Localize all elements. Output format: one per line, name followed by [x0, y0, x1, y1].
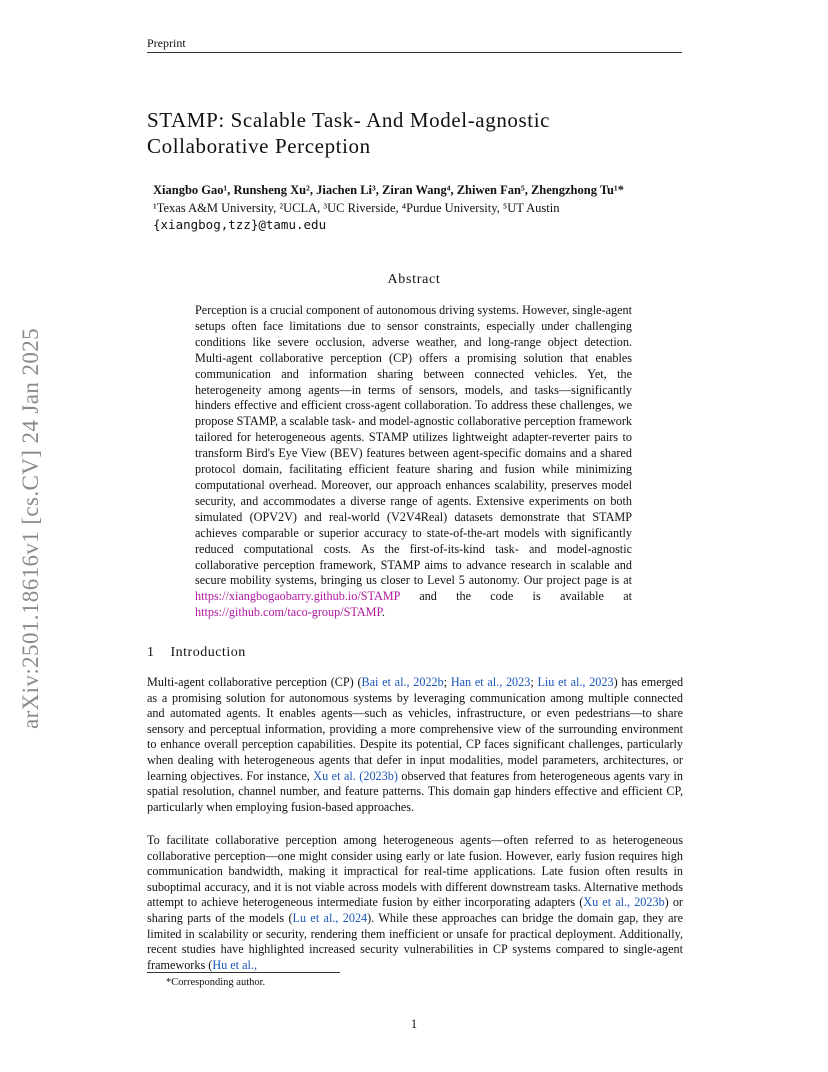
paragraph-text: ). While these approaches can bridge the domain gap, they are limited in scalability or security, rendering them inefficient or unsafe for practical deployment. Additionally, recent studies have highlighted increased security vulnerabilities in CP systems compared to single-agent frameworks (: [147, 910, 683, 972]
paper-title-line-2: Collaborative Perception: [147, 134, 371, 158]
code-link[interactable]: https://github.com/taco-group/STAMP: [195, 605, 382, 620]
footnote: *Corresponding author.: [166, 977, 266, 988]
abstract-heading: Abstract: [387, 272, 441, 287]
abstract-body: [195, 303, 632, 621]
abstract-text: Perception is a crucial component of autonomous driving systems. However, single-agent setups often face limitations due to sensor constraints, especially under challenging conditions like severe occlusion, adverse weather, and long-range object detection. Multi-agent collaborative perception (CP) offers a promising solution that enables communication and information sharing between connected vehicles. Yet, the heterogeneity among agents—in terms of sensors, models, and tasks—significantly hinders effective and efficient cross-agent collaboration. To address these challenges, we propose STAMP, a scalable task- and model-agnostic collaborative perception framework tailored for heterogeneous agents. STAMP utilizes lightweight adapter-reverter pairs to transform Bird's Eye View (BEV) features between agent-specific domains and a shared protocol domain, facilitating efficient feature sharing and fusion while minimizing computational overhead. Moreover, our approach enhances scalability, preserves model security, and accommodates a diverse range of agents. Extensive experiments on both simulated (OPV2V) and real-world (V2V4Real) datasets demonstrate that STAMP achieves comparable or superior accuracy to state-of-the-art models with significantly reduced computational costs. As the first-of-its-kind task- and model-agnostic collaborative perception framework, STAMP aims to advance research in scalable and secure mobility systems, bringing us closer to Level 5 autonomy. Our project page is at: [195, 303, 632, 588]
contact-email[interactable]: {xiangbog,tzz}@tamu.edu: [153, 217, 327, 232]
intro-paragraph-2: [147, 833, 683, 973]
paragraph-text: ;: [530, 675, 538, 689]
abstract-end-text: .: [381, 605, 385, 620]
affiliations: ¹Texas A&M University, ²UCLA, ³UC Riverside, ⁴Purdue University, ⁵UT Austin: [153, 201, 560, 215]
citation-link[interactable]: Xu et al. (2023b): [313, 768, 398, 783]
citation-link[interactable]: Bai et al., 2022b: [361, 675, 444, 689]
paragraph-text: Multi-agent collaborative perception (CP) (: [147, 675, 362, 689]
citation-link[interactable]: Han et al., 2023: [450, 675, 531, 689]
paragraph-text: ) or sharing parts of the models (: [147, 895, 683, 925]
running-header: Preprint: [147, 36, 186, 50]
citation-link[interactable]: Lu et al., 2024: [292, 910, 368, 925]
paragraph-text: ;: [443, 675, 451, 689]
section-title: Introduction: [170, 645, 246, 660]
citation-link[interactable]: Xu et al., 2023b: [583, 895, 665, 910]
page-number: 1: [410, 1017, 418, 1031]
footnote-rule: [147, 972, 340, 973]
section-number: 1: [147, 645, 155, 660]
citation-link[interactable]: Liu et al., 2023: [537, 675, 614, 689]
paragraph-text: To facilitate collaborative perception among heterogeneous agents—often referred to as heterogeneous collaborative perception—one might consider using early or late fusion. However, early fusion requires high communication bandwidth, making it impractical for real-time applications. Late fusion often results in suboptimal accuracy, and it is not viable across models with different downstream tasks. Alternative methods attempt to achieve heterogeneous intermediate fusion by either incorporating adapters (: [147, 833, 683, 910]
paragraph-text: ) has emerged as a promising solution for autonomous systems by leveraging communication among multiple connected and automated agents. It enables agents—such as vehicles, infrastructure, or even pedestrians—to share sensory and perceptual information, providing a more comprehensive view of the surrounding environment to enhance overall perception capabilities. Despite its potential, CP faces significant challenges, particularly when dealing with heterogeneous agents that defer in input modalities, model parameters, architectures, or learning objectives. For instance,: [147, 675, 684, 783]
intro-paragraph-1: [147, 675, 683, 815]
arxiv-stamp: arXiv:2501.18616v1 [cs.CV] 24 Jan 2025: [18, 327, 43, 729]
paper-title-line-1: STAMP: Scalable Task- And Model-agnostic: [147, 108, 551, 132]
author-list: Xiangbo Gao¹, Runsheng Xu², Jiachen Li³, Ziran Wang⁴, Zhiwen Fan⁵, Zhengzhong Tu¹*: [153, 183, 625, 197]
paragraph-text: observed that features from heterogeneous agents vary in spatial resolution, channel number, and feature patterns. This domain gap hinders effective and efficient CP, particularly when employing fusion-based approaches.: [147, 768, 684, 814]
section-heading-introduction: [147, 645, 246, 661]
abstract-mid-text: and the code is available at: [419, 589, 633, 604]
citation-link[interactable]: Hu et al.,: [212, 957, 257, 972]
header-rule: [147, 52, 682, 53]
project-page-link[interactable]: https://xiangbogaobarry.github.io/STAMP: [195, 589, 400, 604]
